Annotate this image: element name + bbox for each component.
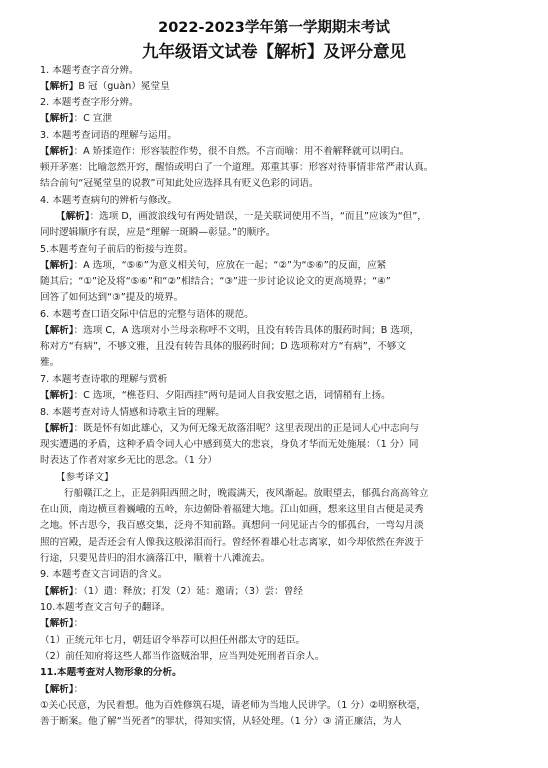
text-line	[40, 390, 510, 402]
line-text: ：既是怀有如此雄心，又为何无缘无故落泪呢？这里表现出的正是词人心中志向与	[73, 423, 419, 434]
text-line	[40, 146, 510, 158]
text-line	[40, 504, 510, 516]
text-line	[40, 244, 510, 256]
analysis-tag: 【解析】	[40, 260, 74, 271]
text-line	[40, 130, 510, 142]
line-text: ：选项 D，画波浪线句有两处错误，一是关联词使用不当，“而且”应该为“但”，	[89, 211, 427, 222]
line-text: ①关心民意，为民着想。他为百姓修筑石堤，请老师为当地人民讲学。（1 分）②明察秋毫，	[40, 700, 427, 711]
text-line	[40, 97, 510, 109]
line-text: B 冠（guàn）冕堂皇	[78, 81, 170, 92]
line-text: 在山顶，南边横亘着巍峨的五岭，东边俯卧着福建大地。江山如画，想来这里自古便是灵秀	[40, 504, 424, 515]
line-text: ：C 宣泄	[73, 113, 113, 124]
page-subtitle: 九年级语文试卷【解析】及评分意见	[142, 42, 406, 61]
text-line	[64, 488, 510, 500]
text-line	[40, 407, 510, 419]
text-line	[40, 374, 510, 386]
line-text: 结合前句“冠冕堂皇的说教”可知此处应选择具有贬义色彩的词语。	[40, 178, 319, 189]
text-line	[40, 260, 510, 272]
line-text: 4. 本题考查病句的辨析与修改。	[40, 195, 177, 206]
text-line	[40, 618, 510, 630]
page-title: 2022-2023学年第一学期期末考试	[158, 20, 390, 36]
line-text: 顿开茅塞：比喻忽然开窍，醒悟或明白了一个道理。郑重其事：形容对待事情非常严肃认真。	[40, 162, 434, 173]
text-line	[40, 309, 510, 321]
line-text: 【参考译文】	[56, 472, 114, 483]
text-line	[40, 520, 510, 532]
line-text: 行船赣江之上，正是斜阳西照之时，晚霞满天，夜风渐起。放眼望去，郁孤台高高耸立	[64, 488, 429, 499]
line-text: 6. 本题考查口语交际中信息的完整与语体的规范。	[40, 309, 254, 320]
text-line	[40, 635, 510, 647]
line-text: ：C 选项，“樵苍归、夕阳西挂”两句是词人自我安慰之语，词情稍有上扬。	[73, 390, 391, 401]
text-line	[40, 651, 510, 663]
text-line	[40, 357, 510, 369]
text-line	[56, 472, 510, 484]
analysis-tag: 【解析】	[40, 146, 74, 157]
line-text: 1. 本题考查字音分辨。	[40, 65, 139, 76]
line-text: 3. 本题考查词语的理解与运用。	[40, 130, 177, 141]
line-text: 雅。	[40, 357, 60, 368]
line-text: 称对方“有病”，不够文雅，且没有转告具体的服药时间；D 选项称对方“有病”，不够文	[40, 341, 407, 352]
text-line	[40, 684, 510, 696]
analysis-tag: 【解析】	[40, 390, 74, 401]
text-line	[40, 325, 510, 337]
analysis-tag: 【解析】	[40, 618, 74, 629]
text-line	[40, 178, 510, 190]
line-text: ：（1）遣：释放；打发（2）延：邀请；（3）尝：曾经	[73, 586, 303, 597]
text-line	[40, 602, 510, 614]
line-text: ：	[73, 684, 84, 695]
line-text: ：A 选项，“⑤⑥”为意义相关句，应放在一起；“②”为“⑤⑥”的反面，应紧	[73, 260, 387, 271]
text-line	[56, 211, 510, 223]
line-text: 随其后；“①”论及将“⑤⑥”和“②”相结合；“③”进一步讨论议论文的更高境界；“④”	[40, 276, 391, 287]
line-text: ：	[73, 618, 84, 629]
line-text: 10.本题考查文言句子的翻译。	[40, 602, 171, 613]
text-line	[40, 227, 510, 239]
text-line	[40, 81, 510, 93]
analysis-tag: 【解析】	[40, 81, 79, 92]
text-line	[40, 341, 510, 353]
analysis-tag: 【解析】	[40, 325, 74, 336]
line-text: 之地。怀古思今，我百感交集，泛舟不知前路。真想问一问见证古今的郁孤台，一弯勾月淡	[40, 520, 424, 531]
text-line	[40, 439, 510, 451]
text-line	[40, 553, 510, 565]
line-text: 11.本题考查对人物形象的分析。	[40, 667, 182, 678]
text-line	[40, 195, 510, 207]
line-text: 回答了如何达到“③”提及的境界。	[40, 292, 184, 303]
line-text: 时表达了作者对家乡无比的思念。（1 分）	[40, 455, 218, 466]
line-text: 8. 本题考查对诗人情感和诗歌主旨的理解。	[40, 407, 225, 418]
line-text: （2）前任知府将这些人都当作盗贼治罪，应当判处死刑者百余人。	[40, 651, 325, 662]
line-text: 7. 本题考查诗歌的理解与赏析	[40, 374, 168, 385]
line-text: 5.本题考查句子前后的衔接与连贯。	[40, 244, 194, 255]
text-line	[40, 716, 510, 728]
line-text: ：A 矫揉造作：形容装腔作势，很不自然。不言而喻：用不着解释就可以明白。	[73, 146, 410, 157]
line-text: 同时逻辑顺序有误，应是“理解一斑瞬—彰显。”的顺序。	[40, 227, 276, 238]
text-line	[40, 569, 510, 581]
text-line	[40, 65, 510, 77]
line-text: 行途，只要见昔归的泪水滴落江中，顺着十八滩流去。	[40, 553, 271, 564]
line-text: 2. 本题考查字形分辨。	[40, 97, 139, 108]
text-line	[40, 423, 510, 435]
analysis-tag: 【解析】	[40, 684, 74, 695]
line-text: 9. 本题考查文言词语的含义。	[40, 569, 168, 580]
line-text: （1）正统元年七月，朝廷诏令举荐可以担任州郡太守的廷臣。	[40, 635, 306, 646]
text-line	[40, 292, 510, 304]
text-line	[40, 455, 510, 467]
text-line	[40, 667, 510, 679]
line-text: 现实遭遇的矛盾，这种矛盾令词人心中感到莫大的悲哀，身负才华而无处施展：（1 分）同	[40, 439, 419, 450]
analysis-tag: 【解析】	[40, 586, 74, 597]
line-text: 善于断案。他了解“当死者”的罪状，得知实情，从轻处理。（1 分）③ 清正廉洁，为人	[40, 716, 402, 727]
text-line	[40, 113, 510, 125]
text-line	[40, 276, 510, 288]
line-text: ：选项 C，A 选项对小兰母亲称呼不文明，且没有转告具体的服药时间；B 选项，	[73, 325, 420, 336]
analysis-tag: 【解析】	[40, 113, 74, 124]
text-line	[40, 537, 510, 549]
analysis-tag: 【解析】	[56, 211, 90, 222]
analysis-tag: 【解析】	[40, 423, 74, 434]
text-line	[40, 700, 510, 712]
line-text: 照的宫殿，是否还会有人像我这般涕泪而行。曾经怀着雄心壮志离家，如今却依然在奔波于	[40, 537, 424, 548]
text-line	[40, 162, 510, 174]
text-line	[40, 586, 510, 598]
